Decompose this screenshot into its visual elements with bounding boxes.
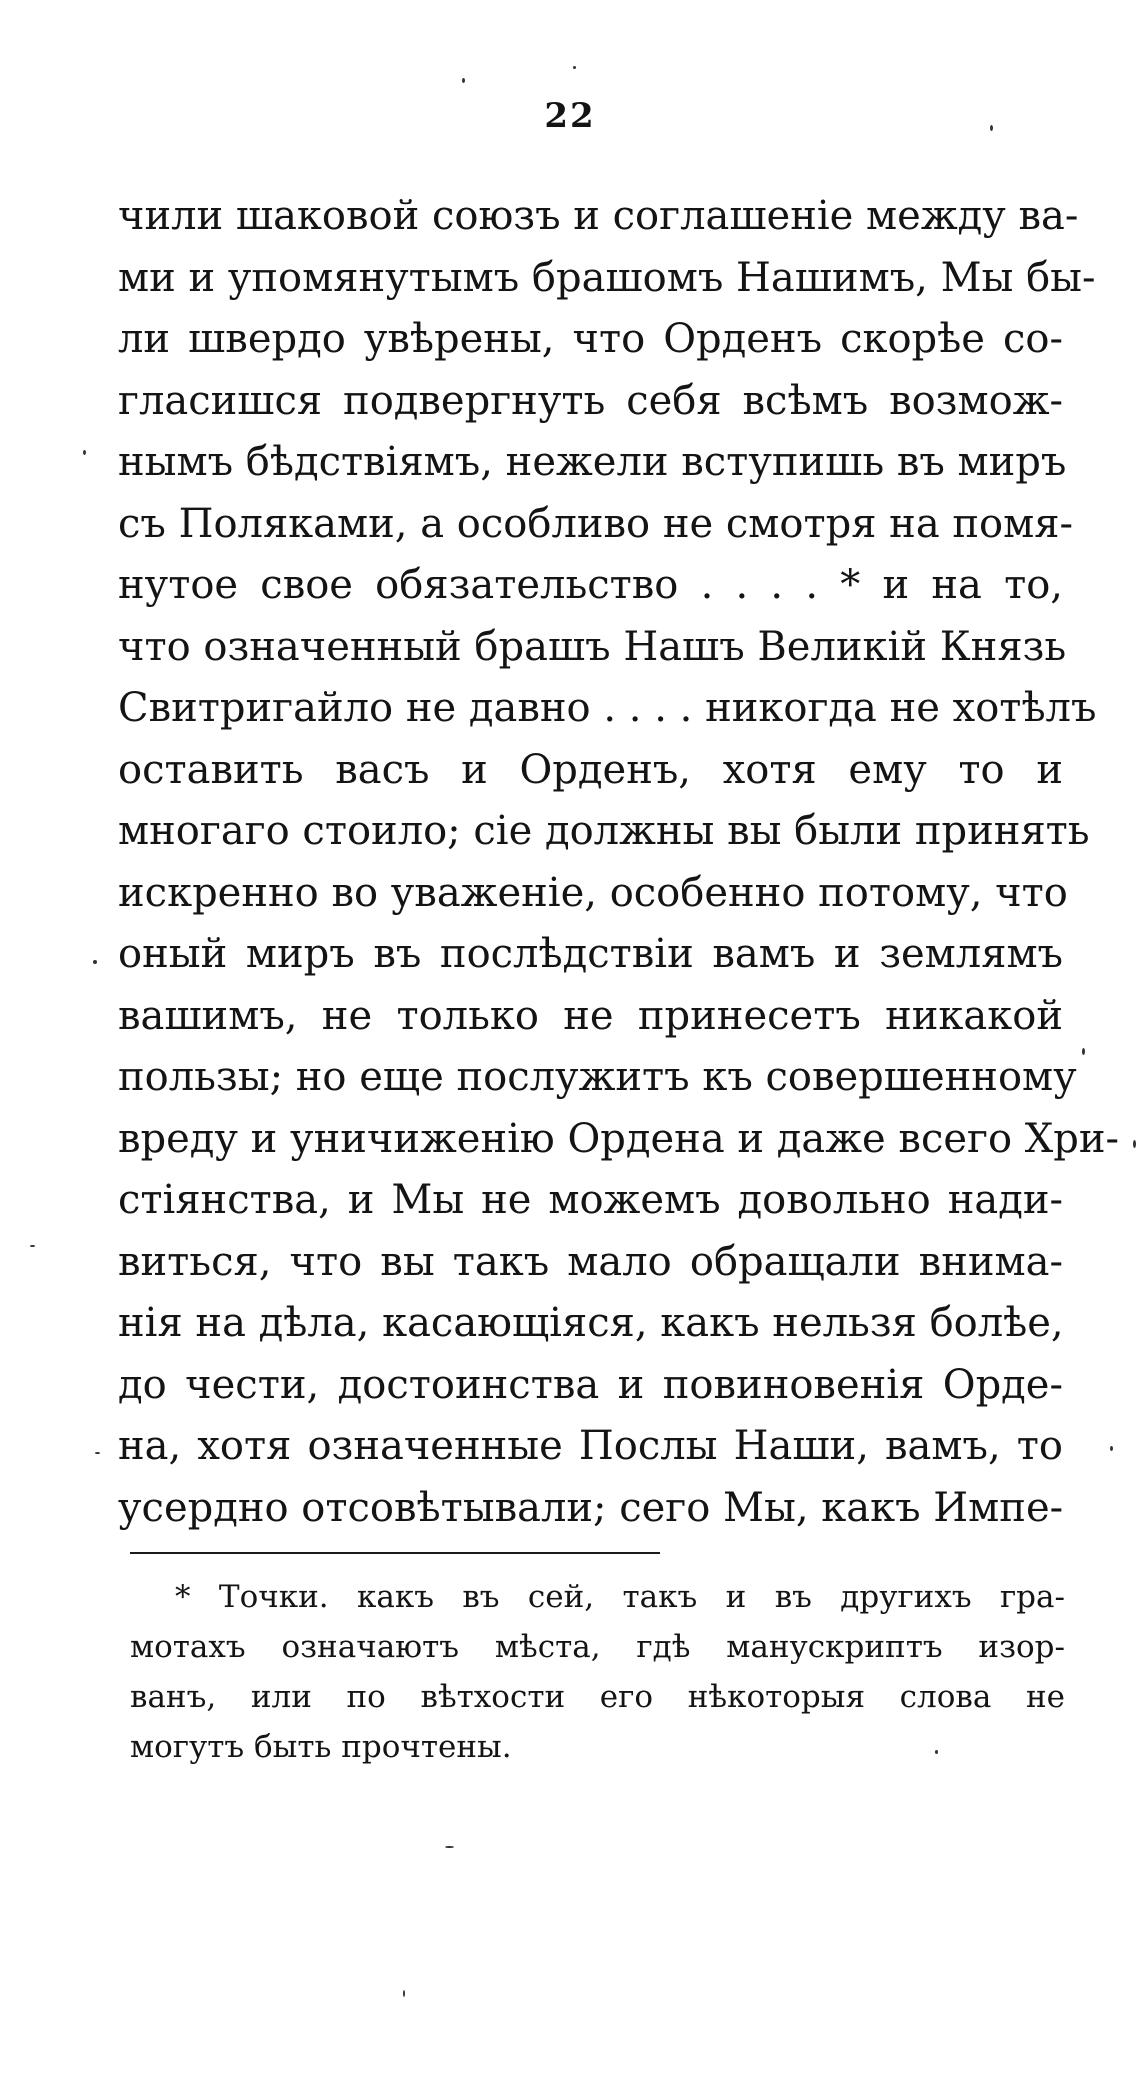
scan-speck bbox=[935, 1750, 938, 1754]
footnote-line: мотахъ означаютъ мѣста, гдѣ манускриптъ изор- bbox=[130, 1629, 1065, 1665]
scan-speck bbox=[1133, 1140, 1136, 1148]
text-line: ли швердо увѣрены, что Орденъ скорѣе со- bbox=[118, 316, 1063, 362]
footnote-line: * Точки. какъ въ сей, такъ и въ другихъ гра- bbox=[175, 1579, 1065, 1615]
scan-speck bbox=[990, 125, 993, 131]
footnote-line: ванъ, или по вѣтхости его нѣкоторыя слова не bbox=[130, 1679, 1065, 1715]
scan-speck bbox=[403, 1990, 405, 1997]
text-line: нымъ бѣдствіямъ, нежели вступишь въ миръ bbox=[118, 439, 1067, 485]
text-line: искренно во уваженіе, особенно потому, что bbox=[118, 869, 1068, 916]
text-line: нутое свое обязательство . . . . * и на то, bbox=[118, 562, 1063, 608]
text-line: оставить васъ и Орденъ, хотя ему то и bbox=[118, 746, 1063, 793]
footnote-divider bbox=[130, 1552, 660, 1554]
text-line: чили шаковой союзъ и соглашеніе между ва- bbox=[118, 193, 1079, 239]
text-line: до чести, достоинства и повиновенія Орде- bbox=[118, 1361, 1063, 1408]
scan-speck bbox=[1082, 1048, 1085, 1055]
footnote-line: могутъ быть прочтены. bbox=[130, 1729, 512, 1765]
scan-speck bbox=[1110, 1446, 1113, 1451]
scan-speck bbox=[573, 66, 576, 69]
scan-speck bbox=[93, 960, 97, 964]
footnote bbox=[130, 1572, 1065, 1772]
scan-speck bbox=[83, 450, 86, 455]
text-line: нія на дѣла, касающіяся, какъ нельзя болѣе, bbox=[118, 1300, 1064, 1346]
text-line: пользы; но еще послужитъ къ совершенному bbox=[118, 1054, 1077, 1100]
text-line: виться, что вы такъ мало обращали внима- bbox=[118, 1238, 1063, 1285]
text-line: вреду и уничиженію Ордена и даже всего Хри- bbox=[118, 1115, 1120, 1162]
text-line: вашимъ, не только не принесетъ никакой bbox=[118, 992, 1063, 1039]
text-line: на, хотя означенные Послы Наши, вамъ, то bbox=[118, 1423, 1063, 1469]
text-line: стіянства, и Мы не можемъ довольно нади- bbox=[118, 1177, 1063, 1223]
page-number: 22 bbox=[544, 96, 596, 136]
scan-speck bbox=[462, 78, 465, 83]
text-line: ми и упомянутымъ брашомъ Нашимъ, Мы бы- bbox=[118, 254, 1096, 301]
text-line: усердно отсовѣтывали; сего Мы, какъ Импе- bbox=[118, 1484, 1064, 1531]
scan-speck bbox=[445, 1846, 454, 1848]
text-line: съ Поляками, а особливо не смотря на помя- bbox=[118, 500, 1073, 547]
text-line: Свитригайло не давно . . . . никогда не хотѣлъ bbox=[118, 685, 1097, 731]
text-line: гласишся подвергнуть себя всѣмъ возмож- bbox=[118, 377, 1063, 424]
text-line: что означенный брашъ Нашъ Великій Князь bbox=[118, 623, 1067, 670]
text-line: многаго стоило; сіе должны вы были принять bbox=[118, 808, 1090, 854]
text-line: оный миръ въ послѣдствіи вамъ и землямъ bbox=[118, 931, 1063, 977]
body-text bbox=[118, 186, 1120, 1539]
scan-speck bbox=[95, 1452, 100, 1454]
scan-speck bbox=[30, 1245, 35, 1247]
